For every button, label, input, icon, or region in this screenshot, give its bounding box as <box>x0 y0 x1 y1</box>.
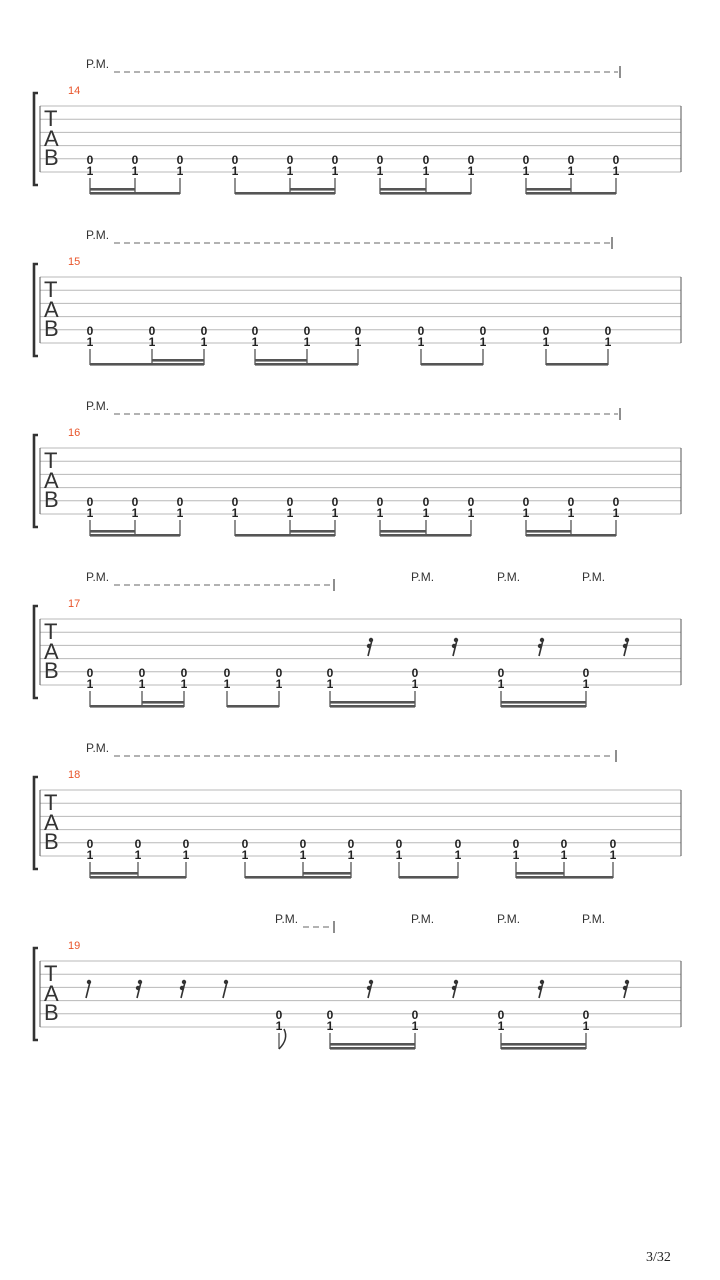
fret-number[interactable]: 1 <box>326 1019 334 1033</box>
palm-mute-label: P.M. <box>582 570 606 584</box>
fret-number[interactable]: 1 <box>176 164 184 178</box>
note-beam <box>526 192 616 195</box>
tab-clef-a: A <box>44 810 59 835</box>
fret-number[interactable]: 0 <box>612 495 620 509</box>
fret-number[interactable]: 1 <box>542 335 550 349</box>
fret-number[interactable]: 1 <box>131 164 139 178</box>
note-beam-secondary <box>526 530 571 533</box>
note-beam <box>90 363 204 366</box>
fret-number[interactable]: 0 <box>417 324 425 338</box>
staff-system <box>34 741 681 879</box>
palm-mute-label: P.M. <box>86 228 110 242</box>
fret-number[interactable]: 1 <box>286 164 294 178</box>
palm-mute-label: P.M. <box>497 912 521 926</box>
fret-number[interactable]: 0 <box>326 1008 334 1022</box>
fret-number[interactable]: 0 <box>347 837 355 851</box>
tab-clef-t: T <box>44 790 58 815</box>
note-beam-secondary <box>152 359 204 362</box>
rest-icon <box>367 638 373 656</box>
fret-number[interactable]: 1 <box>395 848 403 862</box>
staff-bracket-icon <box>34 93 38 185</box>
note-beam-secondary <box>90 188 135 191</box>
fret-number[interactable]: 1 <box>347 848 355 862</box>
note-beam-secondary <box>516 872 564 875</box>
fret-number[interactable]: 0 <box>231 153 239 167</box>
fret-number[interactable]: 0 <box>303 324 311 338</box>
staff-system <box>34 228 681 366</box>
fret-number[interactable]: 1 <box>479 335 487 349</box>
fret-number[interactable]: 0 <box>134 837 142 851</box>
fret-number[interactable]: 1 <box>331 506 339 520</box>
tab-clef-b: B <box>44 487 59 512</box>
note-beam <box>399 876 458 879</box>
note-beam <box>90 705 184 708</box>
fret-number[interactable]: 0 <box>582 666 590 680</box>
rest-dot <box>367 644 371 648</box>
fret-number[interactable]: 0 <box>182 837 190 851</box>
palm-mute-label: P.M. <box>86 57 110 71</box>
fret-number[interactable]: 1 <box>231 164 239 178</box>
note-beam-secondary <box>330 1043 415 1046</box>
fret-number[interactable]: 1 <box>522 164 530 178</box>
fret-number[interactable]: 1 <box>376 506 384 520</box>
staff-system <box>34 912 681 1050</box>
fret-number[interactable]: 0 <box>286 153 294 167</box>
fret-number[interactable]: 0 <box>241 837 249 851</box>
note-beam-secondary <box>290 188 335 191</box>
note-beam <box>501 1047 586 1050</box>
fret-number[interactable]: 0 <box>542 324 550 338</box>
note-beam <box>516 876 613 879</box>
note-beam-secondary <box>90 530 135 533</box>
fret-number[interactable]: 1 <box>422 506 430 520</box>
fret-number[interactable]: 1 <box>200 335 208 349</box>
fret-number[interactable]: 1 <box>422 164 430 178</box>
fret-number[interactable]: 0 <box>286 495 294 509</box>
note-beam-secondary <box>255 359 307 362</box>
note-beam-secondary <box>501 701 586 704</box>
fret-number[interactable]: 1 <box>176 506 184 520</box>
staff-system <box>34 570 681 708</box>
fret-number[interactable]: 0 <box>331 495 339 509</box>
fret-number[interactable]: 1 <box>512 848 520 862</box>
fret-number[interactable]: 0 <box>467 495 475 509</box>
fret-number[interactable]: 0 <box>376 495 384 509</box>
note-beam <box>90 192 180 195</box>
note-beam-secondary <box>380 188 426 191</box>
fret-number[interactable]: 1 <box>467 164 475 178</box>
rest-icon <box>367 980 373 998</box>
fret-number[interactable]: 0 <box>376 153 384 167</box>
fret-number[interactable]: 1 <box>467 506 475 520</box>
fret-number[interactable]: 0 <box>454 837 462 851</box>
staff-bracket-icon <box>34 777 38 869</box>
fret-number[interactable]: 1 <box>251 335 259 349</box>
palm-mute-label: P.M. <box>411 912 435 926</box>
fret-number[interactable]: 1 <box>497 1019 505 1033</box>
fret-number[interactable]: 0 <box>180 666 188 680</box>
staff-bracket-icon <box>34 948 38 1040</box>
fret-number[interactable]: 0 <box>86 837 94 851</box>
palm-mute-label: P.M. <box>411 570 435 584</box>
fret-number[interactable]: 0 <box>86 153 94 167</box>
fret-number[interactable]: 1 <box>148 335 156 349</box>
fret-number[interactable]: 1 <box>326 677 334 691</box>
tab-clef-t: T <box>44 277 58 302</box>
note-beam <box>421 363 483 366</box>
measure-number: 14 <box>68 85 81 97</box>
palm-mute-label: P.M. <box>497 570 521 584</box>
rest-icon <box>623 980 629 998</box>
palm-mute-label: P.M. <box>275 912 299 926</box>
note-beam <box>330 1047 415 1050</box>
fret-number[interactable]: 1 <box>331 164 339 178</box>
fret-number[interactable]: 1 <box>454 848 462 862</box>
fret-number[interactable]: 1 <box>497 677 505 691</box>
rest-dot <box>623 986 627 990</box>
measure-number: 17 <box>68 598 81 610</box>
fret-number[interactable]: 1 <box>582 1019 590 1033</box>
fret-number[interactable]: 1 <box>417 335 425 349</box>
fret-number[interactable]: 1 <box>567 164 575 178</box>
rest-icon <box>86 980 91 998</box>
measure-number: 16 <box>68 427 81 439</box>
note-beam <box>526 534 616 537</box>
staff-bracket-icon <box>34 264 38 356</box>
note-beam-secondary <box>303 872 351 875</box>
fret-number[interactable]: 1 <box>182 848 190 862</box>
note-beam <box>245 876 351 879</box>
tab-clef-b: B <box>44 1000 59 1025</box>
note-beam <box>235 192 335 195</box>
fret-number[interactable]: 0 <box>497 666 505 680</box>
note-beam-secondary <box>501 1043 586 1046</box>
fret-number[interactable]: 1 <box>223 677 231 691</box>
fret-number[interactable]: 1 <box>354 335 362 349</box>
note-beam <box>235 534 335 537</box>
note-beam <box>227 705 279 708</box>
tab-clef-b: B <box>44 658 59 683</box>
staff-system <box>34 57 681 195</box>
fret-number[interactable]: 0 <box>522 495 530 509</box>
fret-number[interactable]: 1 <box>299 848 307 862</box>
fret-number[interactable]: 0 <box>612 153 620 167</box>
fret-number[interactable]: 1 <box>275 677 283 691</box>
note-beam <box>90 876 186 879</box>
fret-number[interactable]: 0 <box>231 495 239 509</box>
fret-number[interactable]: 1 <box>86 164 94 178</box>
tab-clef-a: A <box>44 126 59 151</box>
tab-clef-b: B <box>44 316 59 341</box>
fret-number[interactable]: 1 <box>231 506 239 520</box>
fret-number[interactable]: 1 <box>303 335 311 349</box>
staff-system <box>34 399 681 537</box>
fret-number[interactable]: 0 <box>422 153 430 167</box>
note-beam-secondary <box>142 701 184 704</box>
rest-icon <box>136 980 142 998</box>
fret-number[interactable]: 0 <box>467 153 475 167</box>
fret-number[interactable]: 0 <box>604 324 612 338</box>
measure-number: 19 <box>68 940 81 952</box>
fret-number[interactable]: 1 <box>411 1019 419 1033</box>
fret-number[interactable]: 1 <box>612 164 620 178</box>
fret-number[interactable]: 0 <box>200 324 208 338</box>
fret-number[interactable]: 1 <box>604 335 612 349</box>
fret-number[interactable]: 1 <box>131 506 139 520</box>
fret-number[interactable]: 0 <box>497 1008 505 1022</box>
rest-icon <box>452 638 458 656</box>
tab-clef-a: A <box>44 639 59 664</box>
tab-clef-b: B <box>44 145 59 170</box>
fret-number[interactable]: 0 <box>86 495 94 509</box>
fret-number[interactable]: 0 <box>275 666 283 680</box>
tab-clef-a: A <box>44 981 59 1006</box>
fret-number[interactable]: 0 <box>86 324 94 338</box>
fret-number[interactable]: 0 <box>609 837 617 851</box>
rest-icon <box>180 980 186 998</box>
note-beam <box>330 705 415 708</box>
palm-mute-label: P.M. <box>86 570 110 584</box>
fret-number[interactable]: 1 <box>86 506 94 520</box>
rest-dot <box>623 644 627 648</box>
fret-number[interactable]: 0 <box>411 666 419 680</box>
note-beam <box>380 192 471 195</box>
fret-number[interactable]: 1 <box>286 506 294 520</box>
fret-number[interactable]: 0 <box>86 666 94 680</box>
fret-number[interactable]: 1 <box>411 677 419 691</box>
tab-clef-b: B <box>44 829 59 854</box>
note-beam <box>501 705 586 708</box>
fret-number[interactable]: 0 <box>138 666 146 680</box>
fret-number[interactable]: 0 <box>522 153 530 167</box>
note-beam-secondary <box>330 701 415 704</box>
fret-number[interactable]: 0 <box>251 324 259 338</box>
palm-mute-label: P.M. <box>86 741 110 755</box>
fret-number[interactable]: 0 <box>176 495 184 509</box>
fret-number[interactable]: 0 <box>422 495 430 509</box>
measure-number: 18 <box>68 769 81 781</box>
tab-clef-t: T <box>44 106 58 131</box>
note-beam <box>380 534 471 537</box>
fret-number[interactable]: 1 <box>134 848 142 862</box>
rest-stem <box>223 982 227 998</box>
fret-number[interactable]: 1 <box>609 848 617 862</box>
rest-dot <box>452 986 456 990</box>
fret-number[interactable]: 0 <box>567 495 575 509</box>
measure-number: 15 <box>68 256 81 268</box>
fret-number[interactable]: 0 <box>567 153 575 167</box>
rest-icon <box>452 980 458 998</box>
tab-clef-t: T <box>44 448 58 473</box>
fret-number[interactable]: 0 <box>331 153 339 167</box>
fret-number[interactable]: 0 <box>354 324 362 338</box>
rest-icon <box>538 980 544 998</box>
fret-number[interactable]: 1 <box>86 848 94 862</box>
staff-bracket-icon <box>34 606 38 698</box>
note-beam-secondary <box>526 188 571 191</box>
fret-number[interactable]: 1 <box>376 164 384 178</box>
tab-clef-a: A <box>44 468 59 493</box>
fret-number[interactable]: 1 <box>180 677 188 691</box>
rest-icon <box>223 980 228 998</box>
fret-number[interactable]: 0 <box>411 1008 419 1022</box>
fret-number[interactable]: 1 <box>567 506 575 520</box>
rest-icon <box>623 638 629 656</box>
rest-dot <box>452 644 456 648</box>
palm-mute-label: P.M. <box>86 399 110 413</box>
note-beam <box>90 534 180 537</box>
fret-number[interactable]: 1 <box>582 677 590 691</box>
fret-number[interactable]: 0 <box>479 324 487 338</box>
fret-number[interactable]: 0 <box>176 153 184 167</box>
note-beam-secondary <box>380 530 426 533</box>
rest-dot <box>136 986 140 990</box>
tab-clef-t: T <box>44 961 58 986</box>
fret-number[interactable]: 0 <box>299 837 307 851</box>
tab-clef-t: T <box>44 619 58 644</box>
rest-dot <box>367 986 371 990</box>
fret-number[interactable]: 0 <box>512 837 520 851</box>
rest-dot <box>538 986 542 990</box>
note-beam <box>255 363 358 366</box>
fret-number[interactable]: 0 <box>395 837 403 851</box>
rest-dot <box>180 986 184 990</box>
fret-number[interactable]: 1 <box>612 506 620 520</box>
fret-number[interactable]: 1 <box>138 677 146 691</box>
fret-number[interactable]: 0 <box>131 495 139 509</box>
fret-number[interactable]: 1 <box>560 848 568 862</box>
fret-number[interactable]: 1 <box>86 677 94 691</box>
fret-number[interactable]: 0 <box>560 837 568 851</box>
fret-number[interactable]: 0 <box>148 324 156 338</box>
palm-mute-label: P.M. <box>582 912 606 926</box>
rest-icon <box>538 638 544 656</box>
fret-number[interactable]: 1 <box>86 335 94 349</box>
fret-number[interactable]: 0 <box>326 666 334 680</box>
fret-number[interactable]: 0 <box>131 153 139 167</box>
staff-bracket-icon <box>34 435 38 527</box>
fret-number[interactable]: 0 <box>223 666 231 680</box>
page-number: 3/32 <box>646 1250 671 1265</box>
rest-stem <box>86 982 90 998</box>
fret-number[interactable]: 1 <box>522 506 530 520</box>
fret-number[interactable]: 1 <box>275 1019 283 1033</box>
fret-number[interactable]: 1 <box>241 848 249 862</box>
note-beam <box>546 363 608 366</box>
note-beam-secondary <box>90 872 138 875</box>
tab-clef-a: A <box>44 297 59 322</box>
rest-dot <box>538 644 542 648</box>
fret-number[interactable]: 0 <box>275 1008 283 1022</box>
fret-number[interactable]: 0 <box>582 1008 590 1022</box>
note-beam-secondary <box>290 530 335 533</box>
